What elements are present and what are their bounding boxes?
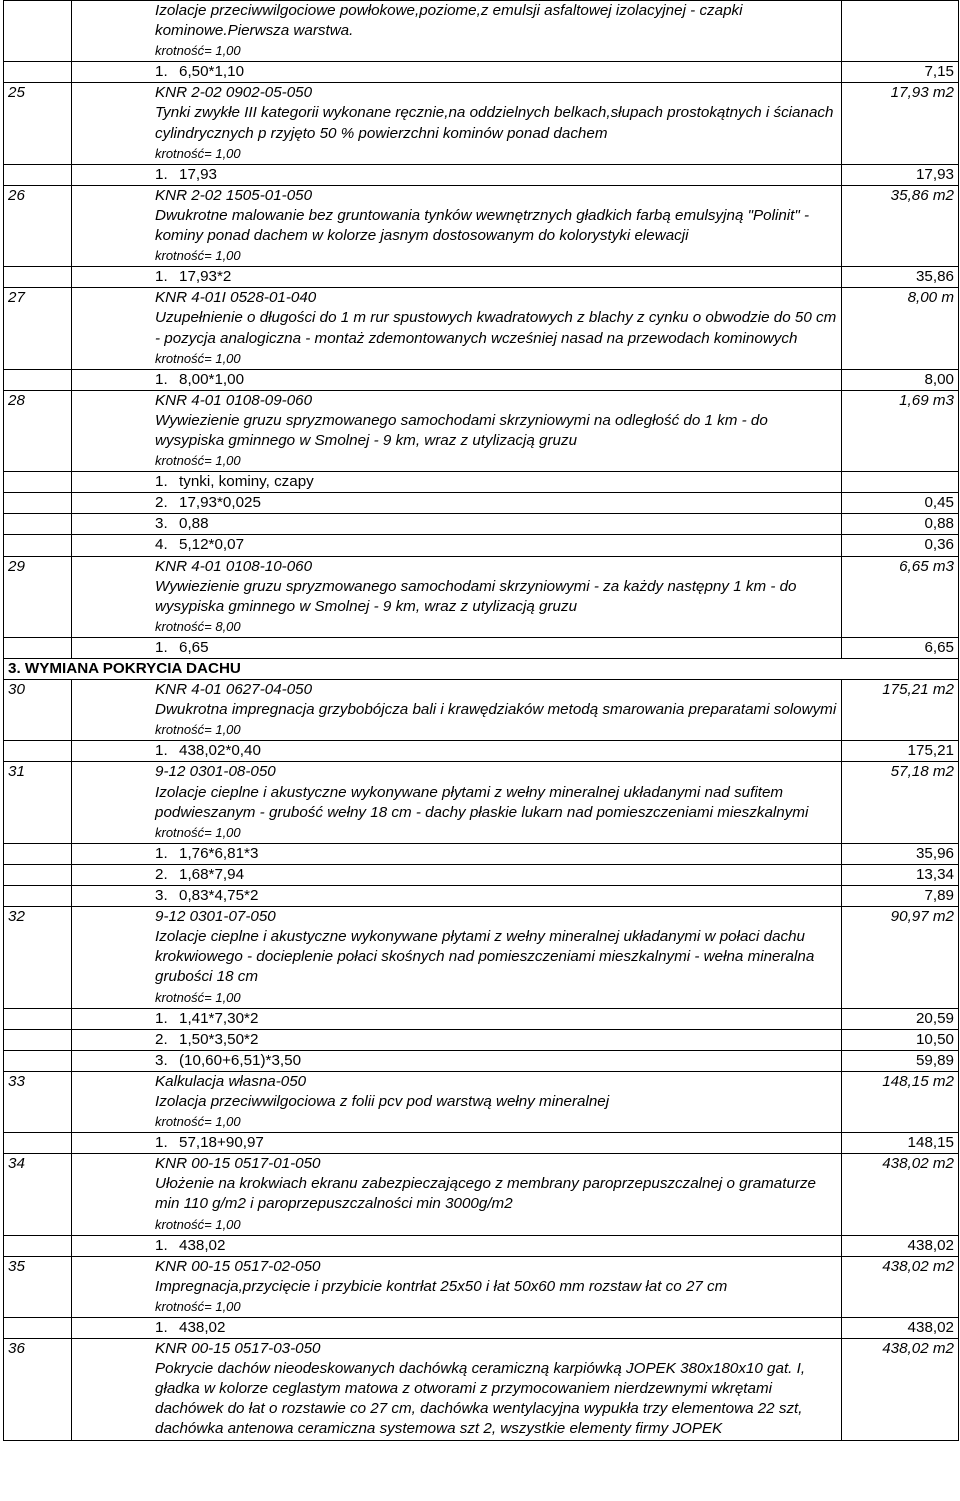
measure-number: 1.: [155, 844, 168, 862]
krotnosc: krotność= 1,00: [155, 1114, 241, 1130]
measure-number: 1.: [155, 1009, 168, 1027]
item-row: [4, 1071, 959, 1132]
measure-row: [4, 514, 959, 535]
item-number: 36: [4, 1339, 72, 1440]
measure-value: 0,88: [842, 514, 959, 535]
measure-expression: 8,00*1,00: [179, 370, 245, 388]
item-number: 25: [4, 83, 72, 164]
item-description-cell: [72, 288, 842, 369]
measure-expression: 17,93*0,025: [179, 494, 261, 512]
item-row: [4, 1339, 959, 1440]
measure-expression: 6,50*1,10: [179, 63, 245, 81]
measure-value: 59,89: [842, 1050, 959, 1071]
item-row: [4, 907, 959, 1008]
measure-expression: 438,02: [179, 1319, 226, 1336]
measure-value: 10,50: [842, 1029, 959, 1050]
item-quantity: 6,65 m3: [842, 556, 959, 637]
measure-expression-cell: [72, 472, 842, 493]
measure-value: 17,93: [842, 164, 959, 185]
item-number: 31: [4, 762, 72, 843]
measure-row: [4, 369, 959, 390]
measure-expression: 438,02: [179, 1236, 226, 1254]
measure-expression: 1,41*7,30*2: [179, 1009, 259, 1027]
krotnosc: krotność= 1,00: [155, 43, 241, 59]
item-description: Dwukrotna impregnacja grzybobójcza bali i krawędziaków metodą smarowania preparatami solowymi: [155, 701, 837, 719]
measure-expression: 438,02*0,40: [179, 742, 261, 760]
empty-cell: [4, 1050, 72, 1071]
item-code: KNR 00-15 0517-03-050: [155, 1340, 321, 1358]
measure-number: 2.: [155, 865, 168, 883]
measure-value: [842, 472, 959, 493]
measure-row: [4, 472, 959, 493]
measure-expression: 6,65: [179, 638, 209, 656]
empty-cell: [4, 843, 72, 864]
measure-number: 1.: [155, 165, 168, 183]
item-quantity: 35,86 m2: [842, 185, 959, 266]
measure-row: [4, 1008, 959, 1029]
measure-value: 6,65: [842, 637, 959, 658]
measure-expression: 0,83*4,75*2: [179, 887, 259, 905]
measure-value: 35,86: [842, 267, 959, 288]
empty-cell: [4, 535, 72, 556]
measure-expression-cell: [72, 741, 842, 762]
empty-cell: [4, 1318, 72, 1339]
measure-number: 4.: [155, 536, 168, 554]
item-description: Tynki zwykłe III kategorii wykonane ręcznie,na oddzielnych belkach,słupach prostokątnych i ścianach cylindrycznych p rzyjęto 50 % powierzchni kominów ponad dachem: [155, 104, 834, 142]
measure-row: [4, 1235, 959, 1256]
measure-value: 7,15: [842, 62, 959, 83]
cost-estimate-body: [4, 1, 959, 1441]
item-row: [4, 1256, 959, 1317]
item-code: 9-12 0301-07-050: [155, 908, 276, 926]
empty-cell: [4, 637, 72, 658]
empty-cell: [4, 1008, 72, 1029]
item-description-cell: [72, 1071, 842, 1132]
measure-number: 2.: [155, 494, 168, 512]
empty-cell: [4, 864, 72, 885]
measure-expression-cell: [72, 1133, 842, 1154]
measure-expression-cell: [72, 864, 842, 885]
item-description-cell: [72, 1154, 842, 1235]
item-quantity: 17,93 m2: [842, 83, 959, 164]
item-description: Impregnacja,przycięcie i przybicie kontrłat 25x50 i łat 50x60 mm rozstaw łat co 27 cm: [155, 1277, 728, 1295]
empty-cell: [4, 369, 72, 390]
item-description-cell: [72, 762, 842, 843]
item-code: 9-12 0301-08-050: [155, 763, 276, 781]
measure-row: [4, 62, 959, 83]
measure-expression-cell: [72, 267, 842, 288]
item-number: 26: [4, 185, 72, 266]
item-code: KNR 4-01 0108-10-060: [155, 557, 313, 575]
item-number: 32: [4, 907, 72, 1008]
measure-value: 175,21: [842, 741, 959, 762]
measure-expression-cell: [72, 1050, 842, 1071]
krotnosc: krotność= 1,00: [155, 722, 241, 738]
item-code: Kalkulacja własna-050: [155, 1072, 307, 1090]
measure-expression-cell: [72, 1029, 842, 1050]
measure-expression-cell: [72, 843, 842, 864]
krotnosc: krotność= 1,00: [155, 350, 241, 366]
measure-number: 1.: [155, 1319, 168, 1336]
empty-cell: [4, 886, 72, 907]
item-description: Izolacje cieplne i akustyczne wykonywane płytami z wełny mineralnej układanymi w połaci dachu krokwiowego - docieplenie połaci skośnych nad pomieszczeniami mieszkalnymi - wełna mineralna grubości 18 cm: [155, 928, 815, 986]
item-quantity: 148,15 m2: [842, 1071, 959, 1132]
item-quantity: 438,02 m2: [842, 1339, 959, 1440]
empty-cell: [4, 267, 72, 288]
measure-expression: 1,50*3,50*2: [179, 1030, 259, 1048]
measure-expression-cell: [72, 62, 842, 83]
measure-row: [4, 1133, 959, 1154]
measure-number: 1.: [155, 1236, 168, 1254]
item-number: 30: [4, 680, 72, 741]
item-number: 29: [4, 556, 72, 637]
item-description-cell: [72, 390, 842, 471]
measure-expression-cell: [72, 637, 842, 658]
measure-value: 13,34: [842, 864, 959, 885]
measure-number: 3.: [155, 515, 168, 533]
measure-number: 3.: [155, 887, 168, 905]
measure-value: 0,45: [842, 493, 959, 514]
measure-number: 2.: [155, 1030, 168, 1048]
item-code: KNR 4-01 0108-09-060: [155, 391, 313, 409]
empty-cell: [4, 1235, 72, 1256]
item-description-cell: [72, 1339, 842, 1440]
item-number: 28: [4, 390, 72, 471]
item-number: 34: [4, 1154, 72, 1235]
measure-number: 1.: [155, 638, 168, 656]
krotnosc: krotność= 1,00: [155, 248, 241, 264]
krotnosc: krotność= 1,00: [155, 1298, 241, 1314]
krotnosc: krotność= 1,00: [155, 145, 241, 161]
item-row: [4, 762, 959, 843]
measure-expression-cell: [72, 1318, 842, 1339]
item-quantity: 57,18 m2: [842, 762, 959, 843]
measure-row: [4, 535, 959, 556]
measure-expression: tynki, kominy, czapy: [179, 473, 314, 491]
measure-value: 35,96: [842, 843, 959, 864]
measure-expression: 17,93: [179, 165, 218, 183]
item-quantity: 8,00 m: [842, 288, 959, 369]
item-row: [4, 83, 959, 164]
item-description: Ułożenie na krokwiach ekranu zabezpieczającego z membrany paroprzepuszczalnej o gramaturze min 110 g/m2 i paroprzepuszczalności min 3000g/m2: [155, 1175, 816, 1213]
empty-cell: [4, 741, 72, 762]
item-description-cell: [72, 185, 842, 266]
measure-expression-cell: [72, 514, 842, 535]
measure-value: 0,36: [842, 535, 959, 556]
measure-number: 1.: [155, 1134, 168, 1152]
item-description-cell: [72, 680, 842, 741]
krotnosc: krotność= 8,00: [155, 618, 241, 634]
item-row: [4, 185, 959, 266]
item-code: KNR 2-02 1505-01-050: [155, 186, 313, 204]
measure-expression-cell: [72, 886, 842, 907]
measure-number: 1.: [155, 370, 168, 388]
measure-row: [4, 1029, 959, 1050]
item-code: KNR 4-01I 0528-01-040: [155, 289, 317, 307]
measure-expression-cell: [72, 369, 842, 390]
measure-expression-cell: [72, 1008, 842, 1029]
measure-row: [4, 267, 959, 288]
item-quantity: 90,97 m2: [842, 907, 959, 1008]
item-quantity: 438,02 m2: [842, 1256, 959, 1317]
item-quantity: 438,02 m2: [842, 1154, 959, 1235]
item-code: KNR 2-02 0902-05-050: [155, 84, 313, 102]
measure-value: 438,02: [842, 1235, 959, 1256]
empty-cell: [4, 472, 72, 493]
measure-expression-cell: [72, 164, 842, 185]
empty-cell: [4, 493, 72, 514]
item-description-cell: [72, 83, 842, 164]
measure-row: [4, 843, 959, 864]
empty-cell: [4, 1, 72, 62]
item-row: [4, 1, 959, 62]
measure-number: 1.: [155, 473, 168, 491]
item-description: Izolacja przeciwwilgociowa z folii pcv pod warstwą wełny mineralnej: [155, 1092, 610, 1110]
item-description-cell: [72, 907, 842, 1008]
measure-row: [4, 637, 959, 658]
krotnosc: krotność= 1,00: [155, 453, 241, 469]
item-description: Pokrycie dachów nieodeskowanych dachówką ceramiczną karpiówką JOPEK 380x180x10 gat. I, gładka w kolorze ceglastym matowa z otworami z przymocowaniem nierdzewnymi wkrętami dachówek do łat o rozstawie co 27 cm, dachówka wentylacyjna wypukła trzy elementowa 22 szt, dachówka antenowa ceramiczna systemowa szt 2, wszystkie elementy firmy JOPEK: [155, 1360, 806, 1438]
section-title: 3. WYMIANA POKRYCIA DACHU: [4, 659, 959, 680]
measure-row: [4, 886, 959, 907]
krotnosc: krotność= 1,00: [155, 824, 241, 840]
item-row: [4, 680, 959, 741]
measure-expression: 1,76*6,81*3: [179, 844, 259, 862]
measure-number: 1.: [155, 63, 168, 81]
measure-row: [4, 1318, 959, 1339]
item-code: KNR 00-15 0517-01-050: [155, 1155, 321, 1173]
item-row: [4, 1154, 959, 1235]
measure-expression-cell: [72, 535, 842, 556]
krotnosc: krotność= 1,00: [155, 1216, 241, 1232]
item-description-cell: [72, 556, 842, 637]
item-description: Uzupełnienie o długości do 1 m rur spustowych kwadratowych z blachy z cynku o obwodzie do 50 cm - pozycja analogiczna - montaż zdemontowanych wcześniej nasad na przewodach kominowych: [155, 309, 837, 347]
measure-expression: 57,18+90,97: [179, 1134, 264, 1152]
item-row: [4, 556, 959, 637]
krotnosc: krotność= 1,00: [155, 989, 241, 1005]
measure-number: 1.: [155, 268, 168, 286]
item-description: Izolacje cieplne i akustyczne wykonywane płytami z wełny mineralnej układanymi nad sufitem podwieszanym - grubość wełny 18 cm - dachy płaskie lukarn nad pomieszczeniami mieszkalnymi: [155, 783, 809, 821]
measure-row: [4, 493, 959, 514]
item-description: Wywiezienie gruzu spryzmowanego samochodami skrzyniowymi - za każdy następny 1 km - do wysypiska gminnego w Smolnej - 9 km, wraz z utylizacją gruzu: [155, 577, 797, 615]
measure-row: [4, 164, 959, 185]
measure-value: 20,59: [842, 1008, 959, 1029]
item-code: KNR 4-01 0627-04-050: [155, 681, 313, 699]
measure-row: [4, 864, 959, 885]
item-description: Wywiezienie gruzu spryzmowanego samochodami skrzyniowymi na odległość do 1 km - do wysypiska gminnego w Smolnej - 9 km, wraz z utylizacją gruzu: [155, 411, 768, 449]
item-number: 35: [4, 1256, 72, 1317]
section-header-row: [4, 659, 959, 680]
item-description: Dwukrotne malowanie bez gruntowania tynków wewnętrznych gładkich farbą emulsyjną "Polinit" - kominy ponad dachem w kolorze jasnym dostosowanym do kolorystyki elewacji: [155, 206, 810, 245]
measure-number: 3.: [155, 1051, 168, 1069]
measure-row: [4, 741, 959, 762]
empty-cell: [842, 1, 959, 62]
measure-value: 7,89: [842, 886, 959, 907]
cost-estimate-table: [3, 0, 959, 1441]
measure-expression-cell: [72, 493, 842, 514]
item-row: [4, 390, 959, 471]
empty-cell: [4, 514, 72, 535]
item-row: [4, 288, 959, 369]
measure-row: [4, 1050, 959, 1071]
empty-cell: [4, 62, 72, 83]
empty-cell: [4, 164, 72, 185]
measure-expression: 17,93*2: [179, 268, 232, 286]
item-code: KNR 00-15 0517-02-050: [155, 1257, 321, 1275]
empty-cell: [4, 1029, 72, 1050]
measure-expression: 0,88: [179, 515, 209, 533]
measure-number: 1.: [155, 742, 168, 760]
item-number: 33: [4, 1071, 72, 1132]
measure-expression: 5,12*0,07: [179, 536, 245, 554]
measure-value: 8,00: [842, 369, 959, 390]
item-quantity: 1,69 m3: [842, 390, 959, 471]
item-description-cell: [72, 1, 842, 62]
item-quantity: 175,21 m2: [842, 680, 959, 741]
measure-expression-cell: [72, 1235, 842, 1256]
empty-cell: [4, 1133, 72, 1154]
measure-value: 148,15: [842, 1133, 959, 1154]
item-description: Izolacje przeciwwilgociowe powłokowe,poziome,z emulsji asfaltowej izolacyjnej - czapki kominowe.Pierwsza warstwa.: [155, 2, 743, 40]
measure-value: 438,02: [842, 1318, 959, 1339]
item-number: 27: [4, 288, 72, 369]
measure-expression: 1,68*7,94: [179, 865, 245, 883]
measure-expression: (10,60+6,51)*3,50: [179, 1051, 302, 1069]
item-description-cell: [72, 1256, 842, 1317]
